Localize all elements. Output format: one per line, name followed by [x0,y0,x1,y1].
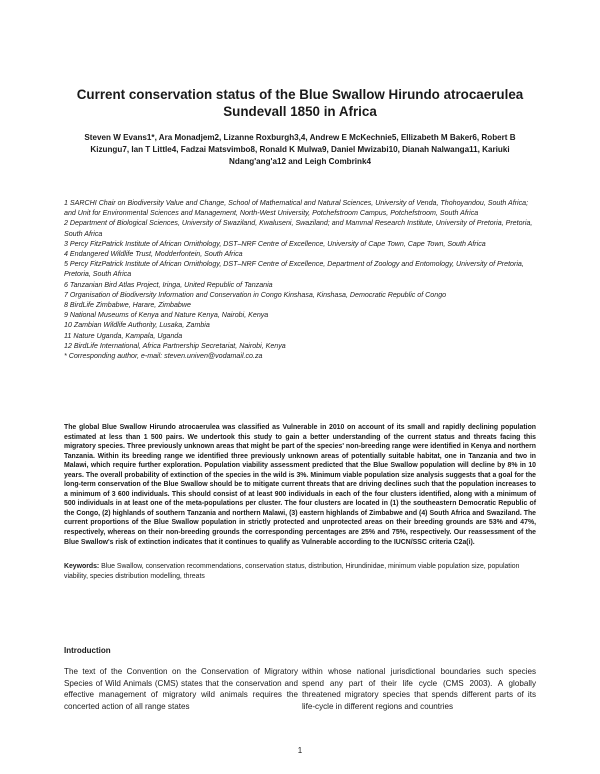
abstract-text: The global Blue Swallow Hirundo atrocaerulea was classified as Vulnerable in 2010 on account of its small and rapidly declining population estimated at less than 1 500 pairs. We undertook this study to gain a better understanding of the current status and threats facing this migratory species. Three previously unknown areas that might be part of the species' non-breeding range were identified in Kenya and northern Tanzania. Within its breeding range we identified three previously unknown areas of potentially suitable habitat, one in Tanzania and two in Malawi, which require further exploration. Population viability assessment predicted that the Blue Swallow population will decline by 8% in 10 years. The overall probability of extinction of the species in the wild is 3%. Minimum viable population size analysis suggests that a goal for the long-term conservation of the Blue Swallow should be to mitigate current threats that are driving declines such that the population increases to a minimum of 3 600 individuals. This should consist of at least 900 individuals in each of the four clusters identified, along with a minimum of 500 individuals in at least one of the meta-populations per cluster. The four clusters are located in (1) the southeastern Democratic Republic of the Congo, (2) highlands of southern Tanzania and northern Malawi, (3) eastern highlands of Zimbabwe and (4) South Africa and Swaziland. The current proportions of the Blue Swallow population in strictly protected and unprotected areas on their breeding grounds are 53% and 47%, respectively, whereas on their non-breeding grounds the corresponding percentages are 25% and 75%, respectively. Our reassessment of the Blue Swallow's risk of extinction indicates that it continues to qualify as Vulnerable according to the IUCN/SSC criteria C2a(i). [64,424,536,546]
keywords-text: Blue Swallow, conservation recommendations, conservation status, distribution, Hirundinidae, minimum viable population size, population viability, species distribution modelling, threats [64,563,520,580]
intro-paragraph: The text of the Convention on the Conservation of Migratory Species of Wild Animals (CMS) states that the conservation and effective management of migratory wild animals requires the concerted action of all range states [64,667,298,712]
page-number: 1 [297,746,303,755]
affiliation-item: 10 Zambian Wildlife Authority, Lusaka, Zambia [64,321,210,330]
intro-paragraph: within whose national jurisdictional boundaries such species spend any part of their life cycle (CMS 2003). A globally threatened migratory species that spends different parts of its life-cycle in different regions and countries [302,667,536,712]
abstract [64,423,536,547]
affiliation-item: 4 Endangered Wildlife Trust, Modderfontein, South Africa [64,250,243,259]
affiliation-item: 9 National Museums of Kenya and Nature Kenya, Nairobi, Kenya [64,311,269,320]
corresponding-author: * Corresponding author, e-mail: steven.univen@vodamail.co.za [64,352,263,361]
introduction-heading: Introduction [64,646,111,655]
affiliation-item: 5 Percy FitzPatrick Institute of African Ornithology, DST–NRF Centre of Excellence, Department of Zoology and Entomology, University of Pretoria, Pretoria, South Africa [64,260,524,279]
keywords [64,562,536,581]
intro-column-left [64,666,298,713]
affiliation-list [64,198,536,361]
affiliation-item: 11 Nature Uganda, Kampala, Uganda [64,331,183,340]
affiliation-item: 7 Organisation of Biodiversity Information and Conservation in Congo Kinshasa, Kinshasa, Democratic Republic of Congo [64,290,447,299]
paper-title: Current conservation status of the Blue Swallow Hirundo atrocaerulea Sundevall 1850 in Africa [76,87,524,119]
intro-column-right [302,666,536,713]
affiliation-item: 12 BirdLife International, Africa Partnership Secretariat, Nairobi, Kenya [64,341,286,350]
affiliation-item: 3 Percy FitzPatrick Institute of African Ornithology, DST–NRF Centre of Excellence, University of Cape Town, Cape Town, South Africa [64,239,486,248]
affiliation-item: 1 SARCHI Chair on Biodiversity Value and Change, School of Mathematical and Natural Sciences, University of Venda, Thohoyandou, South Africa; and Unit for Environmental Sciences and Management, North-West University, Potchefstroom Campus, Potchefstroom, South Africa [64,199,529,218]
affiliation-item: 6 Tanzanian Bird Atlas Project, Iringa, United Republic of Tanzania [64,280,273,289]
affiliation-item: 8 BirdLife Zimbabwe, Harare, Zimbabwe [64,301,191,310]
affiliation-item: 2 Department of Biological Sciences, University of Swaziland, Kwaluseni, Swaziland; and Mammal Research Institute, University of Pretoria, Pretoria, South Africa [64,219,533,238]
author-list: Steven W Evans1*, Ara Monadjem2, Lizanne Roxburgh3,4, Andrew E McKechnie5, Ellizabeth M Baker6, Robert B Kizungu7, Ian T Little4, Fadzai Matsvimbo8, Ronald K Mulwa9, Daniel Mwizabi10, Dianah Nalwanga11, Kariuki Ndang'ang'a12 and Leigh Combrink4 [84,133,516,167]
keywords-label: Keywords: [64,563,100,570]
